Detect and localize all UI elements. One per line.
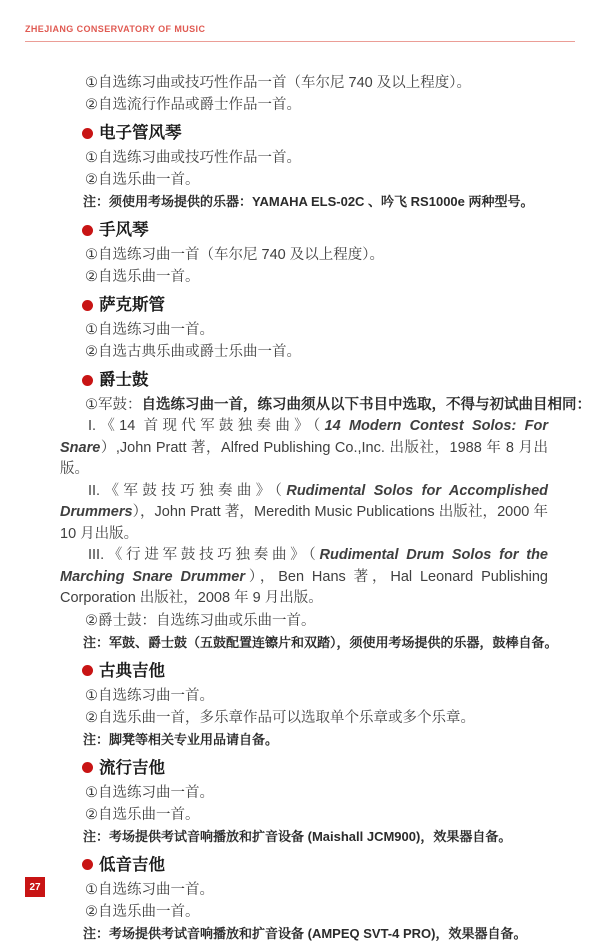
red-bullet-icon	[82, 762, 93, 773]
content-column	[60, 72, 591, 945]
requirement-item: ②自选流行作品或爵士作品一首。	[85, 97, 301, 113]
requirement-item: ①自选练习曲一首（车尔尼 740 及以上程度）。	[85, 247, 384, 263]
red-bullet-icon	[82, 128, 93, 139]
citation-english-title: Rudimental Drum Solos for the Marching Snare Drummer	[60, 547, 548, 585]
red-bullet-icon	[82, 859, 93, 870]
section-heading	[60, 218, 548, 242]
requirement-item: ②自选乐曲一首。	[85, 172, 200, 188]
requirement-item: ②爵士鼓：自选练习曲或乐曲一首。	[85, 612, 316, 629]
section-jazz-drums	[60, 368, 591, 654]
section-note: 注：考场提供考试音响播放和扩音设备 (Maishall JCM900)，效果器自备。	[83, 828, 512, 844]
section-heading	[60, 853, 548, 877]
masthead	[25, 24, 575, 42]
section-title: 电子管风琴	[99, 124, 182, 142]
section-title: 流行吉他	[99, 758, 165, 777]
citation-text: ），John Pratt 著，Meredith Music Publications 出版社，2000 年 10 月出版。	[60, 504, 548, 542]
section-note: 注：军鼓、爵士鼓（五鼓配置连镲片和双踏），须使用考场提供的乐器，鼓棒自备。	[83, 634, 558, 650]
section-title: 低音吉他	[99, 855, 165, 874]
item-emphasis: 自选练习曲一首，练习曲须从以下书目中选取，不得与初试曲目相同：	[141, 397, 591, 413]
citation	[60, 481, 548, 546]
citation	[60, 545, 548, 610]
section-heading	[60, 368, 548, 392]
requirement-item: ①自选练习曲一首。	[85, 881, 214, 898]
conservatory-name: ZHEJIANG CONSERVATORY OF MUSIC	[25, 24, 206, 34]
section-title: 古典吉他	[99, 661, 165, 680]
citation-text: ），Ben Hans 著，Hal Leonard Publishing Corporation 出版社，2008 年 9 月出版。	[60, 568, 548, 606]
red-bullet-icon	[82, 375, 93, 386]
requirement-item: ②自选乐曲一首，多乐章作品可以选取单个乐章或多个乐章。	[85, 709, 475, 726]
section-accordion	[60, 218, 548, 288]
citation	[60, 416, 548, 481]
requirement-item: ②自选古典乐曲或爵士乐曲一首。	[85, 344, 301, 360]
requirement-item: ①自选练习曲或技巧性作品一首（车尔尼 740 及以上程度）。	[85, 75, 471, 91]
section-saxophone	[60, 293, 548, 363]
section-title: 萨克斯管	[99, 296, 165, 314]
section-heading	[60, 659, 548, 683]
section-pop-guitar	[60, 756, 548, 848]
citation-text: III.《行进军鼓技巧独奏曲》（	[88, 547, 320, 563]
requirement-item: ①自选练习曲一首。	[85, 687, 214, 704]
red-bullet-icon	[82, 300, 93, 311]
requirement-item: ①自选练习曲一首。	[85, 784, 214, 801]
section-title: 手风琴	[99, 221, 149, 239]
requirement-item: ②自选乐曲一首。	[85, 269, 200, 285]
section-classical-guitar	[60, 659, 548, 751]
section-electronic-organ	[60, 121, 548, 213]
page-number-badge: 27	[25, 877, 45, 897]
section-bass-guitar	[60, 853, 548, 945]
section-note: 注：考场提供考试音响播放和扩音设备 (AMPEQ SVT-4 PRO)，效果器自备。	[83, 925, 527, 941]
citation-english-title: Rudimental Solos for Accomplished Drummers	[60, 482, 548, 520]
requirement-item: ②自选乐曲一首。	[85, 806, 200, 823]
requirement-item: ①自选练习曲或技巧性作品一首。	[85, 150, 301, 166]
item-prefix: ①军鼓：	[85, 397, 142, 413]
section-heading	[60, 756, 548, 780]
citation-text: I.《14 首现代军鼓独奏曲》（	[88, 418, 325, 434]
requirement-item: ②自选乐曲一首。	[85, 903, 200, 920]
requirement-item: ①自选练习曲一首。	[85, 322, 214, 338]
citation-text: ）,John Pratt 著，Alfred Publishing Co.,Inc. 出版社，1988 年 8 月出版。	[60, 439, 548, 477]
citation-text: II.《军鼓技巧独奏曲》（	[88, 482, 287, 499]
citation-english-title: 14 Modern Contest Solos: For Snare	[60, 418, 548, 456]
section-note: 注：脚凳等相关专业用品请自备。	[83, 731, 279, 747]
requirement-item	[60, 394, 591, 416]
section-heading	[60, 121, 548, 145]
section-title: 爵士鼓	[99, 371, 149, 389]
red-bullet-icon	[82, 665, 93, 676]
section-note: 注：须使用考场提供的乐器：YAMAHA ELS-02C 、吟飞 RS1000e 两种型号。	[83, 194, 534, 209]
red-bullet-icon	[82, 225, 93, 236]
section-heading	[60, 293, 548, 317]
